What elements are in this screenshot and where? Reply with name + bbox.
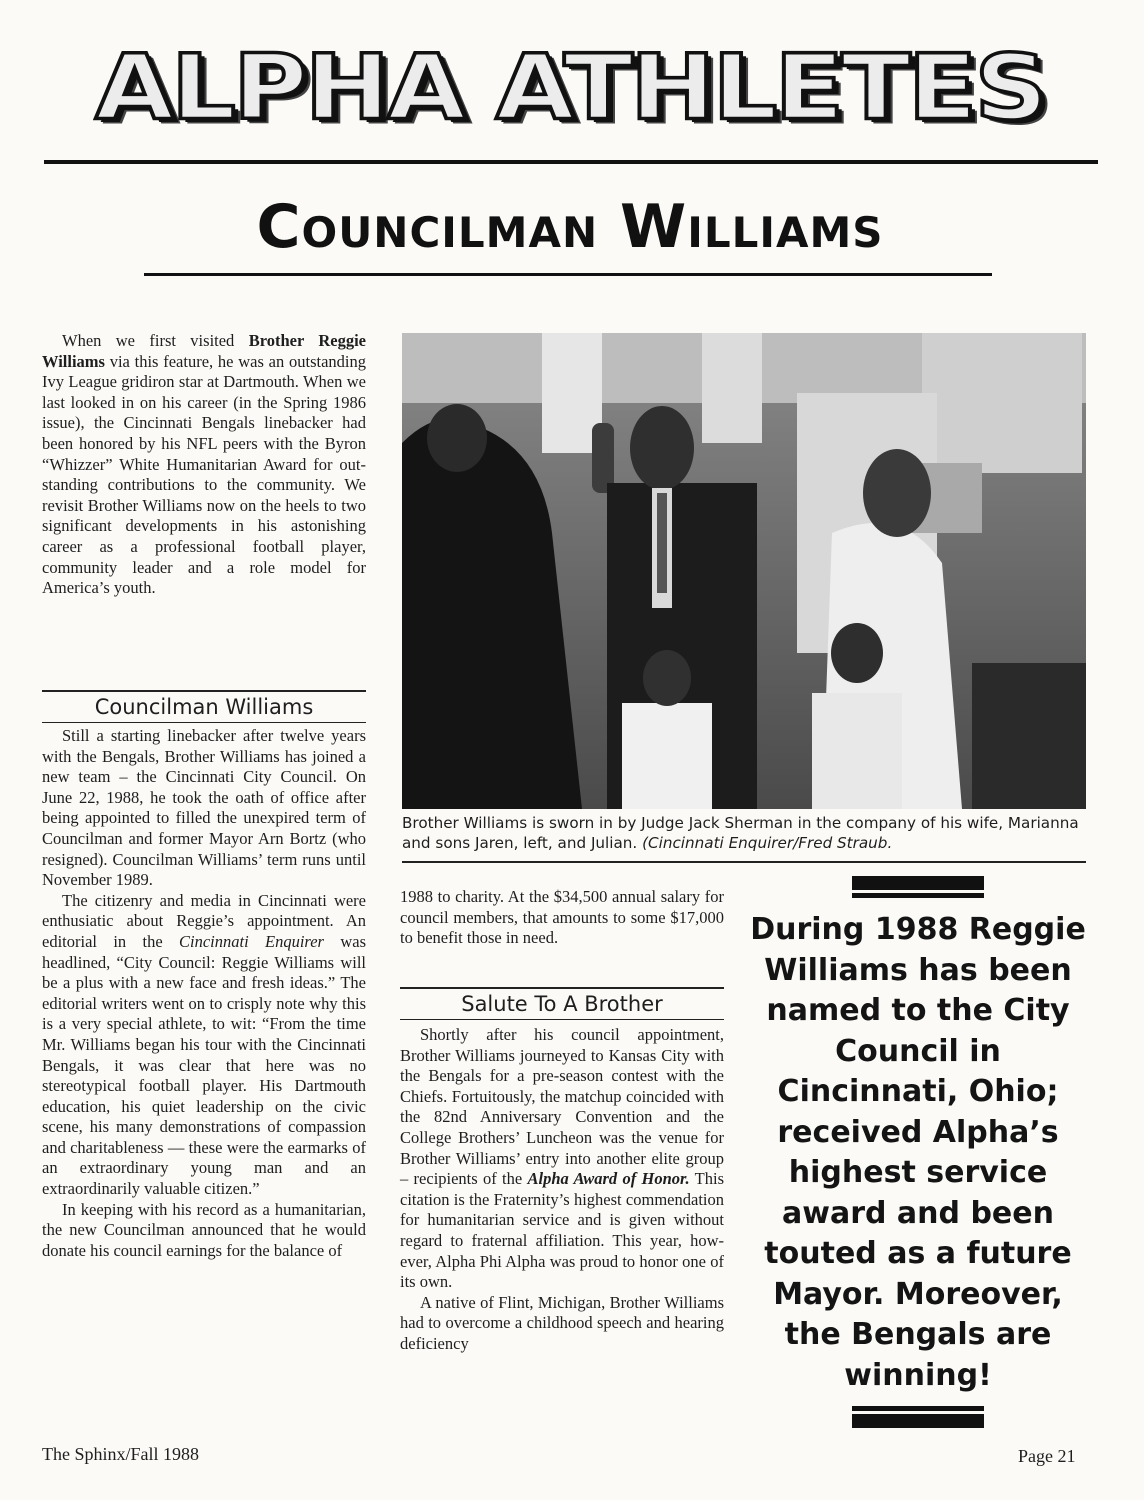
masthead-title: ALPHA ATHLETES <box>95 35 1045 141</box>
alpha-award-of-honor: Alpha Award of Honor. <box>527 1169 690 1189</box>
pull-quote-bottom-bar <box>852 1406 984 1430</box>
pull-quote-text: During 1988 Reggie Williams has been named to the City Council in Cincinnati, Ohio; received Alpha’s highest service award and been touted as a future Mayor. Moreover, the Bengals are winning! <box>750 912 1086 1393</box>
intro-column <box>42 331 366 599</box>
section1-paragraph-3: In keeping with his record as a humanitarian, the new Councilman announced that he would donate his council earnings for the balance of <box>42 1199 366 1260</box>
intro-paragraph: When we first visited Brother Reggie Williams via this feature, he was an outstanding Ivy League gridiron star at Dartmouth. When we last looked in on his career (in the Spring 1986 issue), the Cincinnati Bengals linebacker had been honored by his NFL peers with the Byron “Whizzer” White Humanitarian Award for outstanding contributions to the community. We revisit Brother Williams now on the heels to two significant developments in his astonishing career as a professional football player, community leader and a role model for America’s youth. <box>42 331 367 598</box>
page-number: Page 21 <box>1018 1446 1076 1466</box>
pull-quote-top-bar <box>852 876 984 900</box>
section2-paragraph-2: A native of Flint, Michigan, Brother Williams had to overcome a childhood speech and hearing deficiency <box>400 1292 724 1353</box>
enquirer-publication: Cincinnati Enquirer <box>179 931 324 951</box>
photo-credit: (Cincinnati Enquirer/Fred Straub. <box>642 834 893 852</box>
swearing-in-photo <box>402 333 1086 809</box>
subhead-councilman-williams: Councilman Williams <box>42 690 366 727</box>
continued-column <box>400 887 724 949</box>
article-headline: Councilman Williams <box>256 192 884 262</box>
masthead-rule <box>44 160 1098 164</box>
masthead <box>40 30 1100 170</box>
section2-column <box>400 1025 724 1355</box>
headline-underline <box>144 273 992 276</box>
section1-paragraph-1: Still a starting linebacker after twelve years with the Bengals, Brother Williams has joined a new team – the Cincinnati City Council. On June 22, 1988, he took the oath of office after being appointed to filled the unexpired term of Councilman and former Mayor Arn Bortz (who resigned). Councilman Williams’ term runs until November 1989. <box>42 726 366 890</box>
caption-rule <box>402 861 1086 863</box>
pull-quote <box>750 876 1086 1430</box>
continued-paragraph: 1988 to charity. At the $34,500 annual salary for council members, that amounts to some $17,000 to benefit those in need. <box>400 887 724 948</box>
swearing-in-photo-illustration <box>402 333 1086 809</box>
reggie-williams-name: Brother Reggie Williams <box>42 331 367 371</box>
section2-paragraph-1: Shortly after his council appointment, Brother Williams journeyed to Kansas City with the Bengals for a pre-season contest with the Chiefs. Fortuitously, the matchup coincided with the 82nd Anniversary Convention and the College Brothers’ Luncheon was the venue for Brother Williams’ entry into another elite group – recipients of the Alpha Award of Honor. This citation is the Fraternity’s highest commendation for humanitarian service and is given without regard to fraternal affiliation. This year, however, Alpha Phi Alpha was proud to honor one of its own. <box>400 1025 724 1292</box>
subhead-salute-to-a-brother: Salute To A Brother <box>400 987 724 1024</box>
section1-paragraph-2: The citizenry and media in Cincinnati were enthusiatic about Reggie’s appointment. An editorial in the Cincinnati Enquirer was headlined, “City Council: Reggie Williams will be a plus with a new face and fresh ideas.” The editorial writers went on to crisply note why this is a very special athlete, to wit: “From the time Mr. Williams began his tour with the Cincinnati Bengals, it was clear that here was no stereotypical football player. His Dartmouth education, his quiet leadership on the civic scene, his many demonstrations of compassion and charitableness — these were the earmarks of an extraordinary young man and an extraordinarily valuable citizen.” <box>42 890 366 1199</box>
section1-column <box>42 726 366 1261</box>
photo-caption: Brother Williams is sworn in by Judge Jack Sherman in the company of his wife, Marianna and sons Jaren, left, and Julian. (Cincinnati Enquirer/Fred Straub. <box>402 814 1079 852</box>
footer-publication: The Sphinx/Fall 1988 <box>42 1444 199 1464</box>
